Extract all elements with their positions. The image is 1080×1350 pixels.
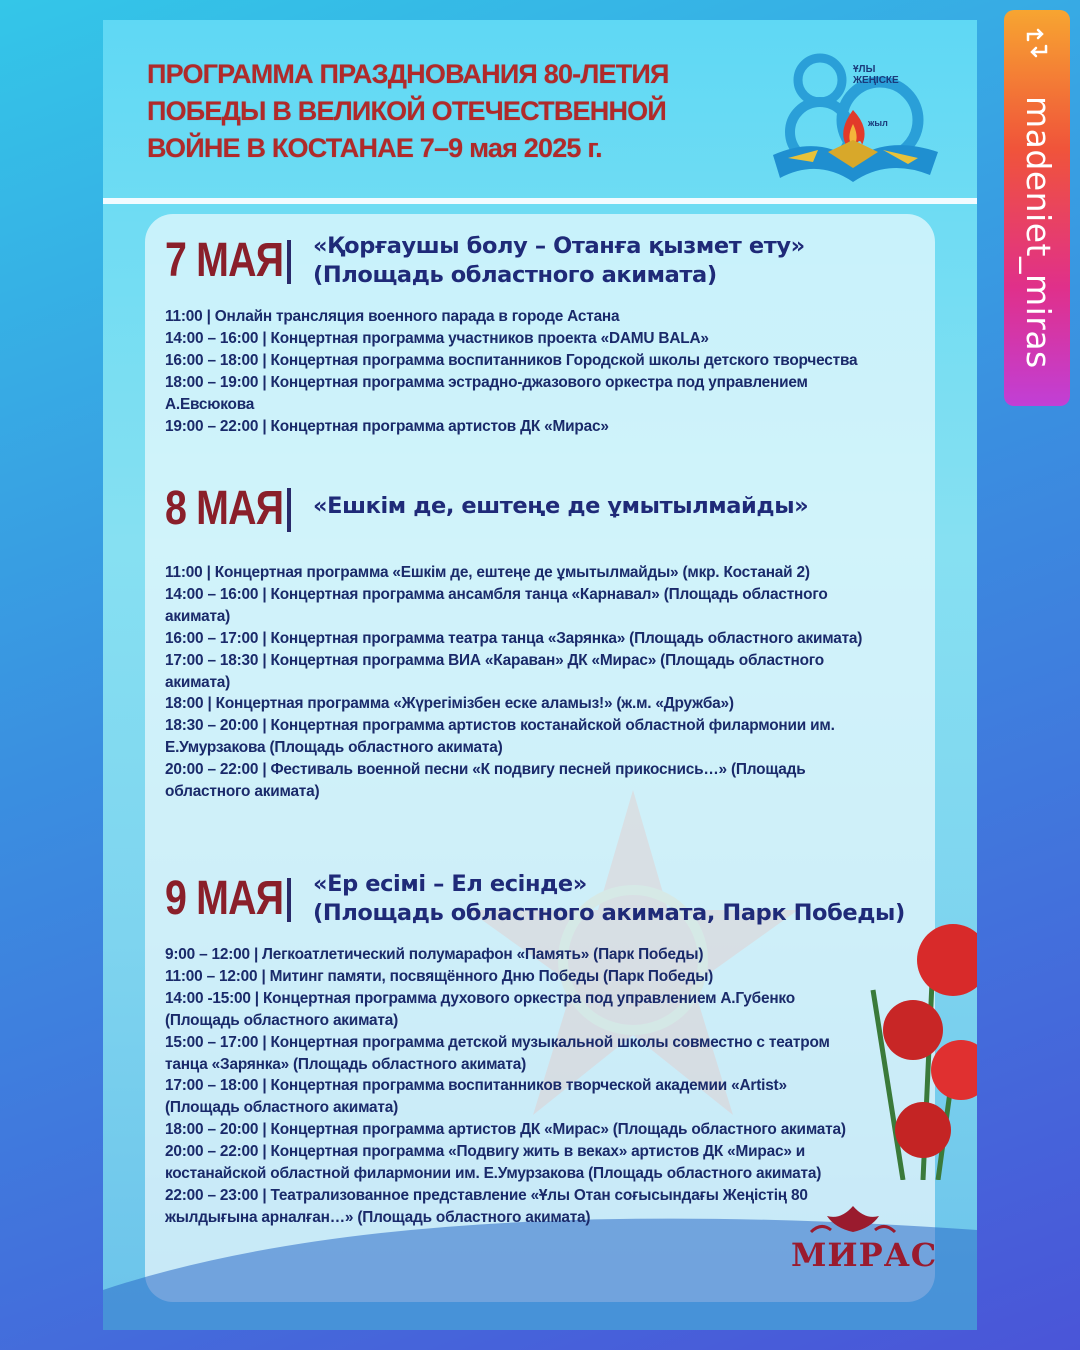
- day-date: 8 МАЯ: [165, 482, 284, 535]
- event-item: 20:00 – 22:00 | Концертная программа «Подвигу жить в веках» артистов ДК «Мирас» и костанайской областной филармонии им. Е.Умурзакова (Площадь областного акимата): [165, 1143, 822, 1183]
- event-item: 18:30 – 20:00 | Концертная программа артистов костанайской областной филармонии им. Е.Умурзакова (Площадь областного акимата): [165, 717, 835, 757]
- victory-80-logo: [758, 40, 948, 190]
- title-line: ПОБЕДЫ В ВЕЛИКОЙ ОТЕЧЕСТВЕННОЙ: [147, 96, 666, 126]
- event-list: [165, 944, 865, 1229]
- poster: [103, 20, 977, 1330]
- day-theme: «Қорғаушы болу – Отанға қызмет ету» (Площадь областного акимата): [313, 233, 805, 288]
- logo-year-word: жыл: [868, 118, 888, 128]
- event-list: [165, 306, 865, 437]
- victory-80-emblem-icon: [758, 40, 948, 190]
- event-item: 11:00 – 12:00 | Митинг памяти, посвящённого Дню Победы (Парк Победы): [165, 967, 714, 985]
- day-heading: [165, 232, 925, 302]
- event-item: 19:00 – 22:00 | Концертная программа артистов ДК «Мирас»: [165, 417, 609, 435]
- event-item: 16:00 – 18:00 | Концертная программа воспитанников Городской школы детского творчества: [165, 351, 858, 369]
- day-divider: [287, 488, 291, 532]
- title-line: ПРОГРАММА ПРАЗДНОВАНИЯ 80-ЛЕТИЯ: [147, 59, 669, 89]
- event-item: 14:00 -15:00 | Концертная программа духового оркестра под управлением А.Губенко (Площадь областного акимата): [165, 989, 795, 1029]
- event-item: 18:00 – 19:00 | Концертная программа эстрадно-джазового оркестра под управлением А.Евсюкова: [165, 373, 808, 413]
- event-item: 15:00 – 17:00 | Концертная программа детской музыкальной школы совместно с театром танца «Зарянка» (Площадь областного акимата): [165, 1033, 830, 1073]
- event-item: 14:00 – 16:00 | Концертная программа ансамбля танца «Карнавал» (Площадь областного акимата): [165, 585, 828, 625]
- event-item: 11:00 | Концертная программа «Ешкім де, ештеңе де ұмытылмайды» (мкр. Костанай 2): [165, 564, 810, 581]
- logo-caption: ҰЛЫ ЖЕҢІСКЕ: [853, 64, 899, 86]
- day-date: 9 МАЯ: [165, 872, 284, 925]
- event-item: 14:00 – 16:00 | Концертная программа участников проекта «DAMU BALA»: [165, 329, 709, 347]
- miras-logo: [791, 1202, 938, 1282]
- event-item: 16:00 – 17:00 | Концертная программа театра танца «Зарянка» (Площадь областного акимата): [165, 629, 863, 647]
- day-section-8-may: [165, 480, 925, 801]
- event-item: 17:00 – 18:30 | Концертная программа ВИА «Караван» ДК «Мирас» (Площадь областного акимата): [165, 651, 825, 691]
- day-section-9-may: [165, 870, 925, 1226]
- day-divider: [287, 240, 291, 284]
- event-item: 22:00 – 23:00 | Театрализованное представление «Ұлы Отан соғысындағы Жеңістің 80 жылдығына арналған…» (Площадь областного акимата): [165, 1186, 808, 1226]
- event-item: 11:00 | Онлайн трансляция военного парада в городе Астана: [165, 308, 620, 325]
- ornament-icon: [791, 1202, 915, 1238]
- day-section-7-may: [165, 232, 925, 435]
- day-divider: [287, 878, 291, 922]
- day-date: 7 МАЯ: [165, 234, 284, 287]
- event-item: 20:00 – 22:00 | Фестиваль военной песни «К подвигу песней прикоснись…» (Площадь областного акимата): [165, 761, 806, 801]
- day-theme: «Ер есімі – Ел есінде» (Площадь областного акимата, Парк Победы): [313, 871, 905, 926]
- page-title: [147, 56, 707, 167]
- account-handle[interactable]: madeniet_miras: [1019, 96, 1058, 369]
- repost-icon: [1022, 28, 1052, 58]
- event-list: [165, 562, 865, 803]
- day-heading: [165, 870, 925, 940]
- header-divider: [103, 198, 977, 204]
- event-item: 18:00 – 20:00 | Концертная программа артистов ДК «Мирас» (Площадь областного акимата): [165, 1121, 846, 1139]
- event-item: 18:00 | Концертная программа «Жүрегімізбен еске аламыз!» (ж.м. «Дружба»): [165, 695, 734, 713]
- day-theme: «Ешкім де, ештеңе де ұмытылмайды»: [313, 493, 809, 519]
- day-heading: [165, 480, 925, 550]
- event-item: 9:00 – 12:00 | Легкоатлетический полумарафон «Память» (Парк Победы): [165, 946, 704, 963]
- repost-tab[interactable]: [1004, 10, 1070, 406]
- event-item: 17:00 – 18:00 | Концертная программа воспитанников творческой академии «Artist» (Площадь областного акимата): [165, 1077, 787, 1117]
- miras-logo-text: МИРАС: [791, 1236, 938, 1274]
- title-line: ВОЙНЕ В КОСТАНАЕ 7–9 мая 2025 г.: [147, 133, 602, 163]
